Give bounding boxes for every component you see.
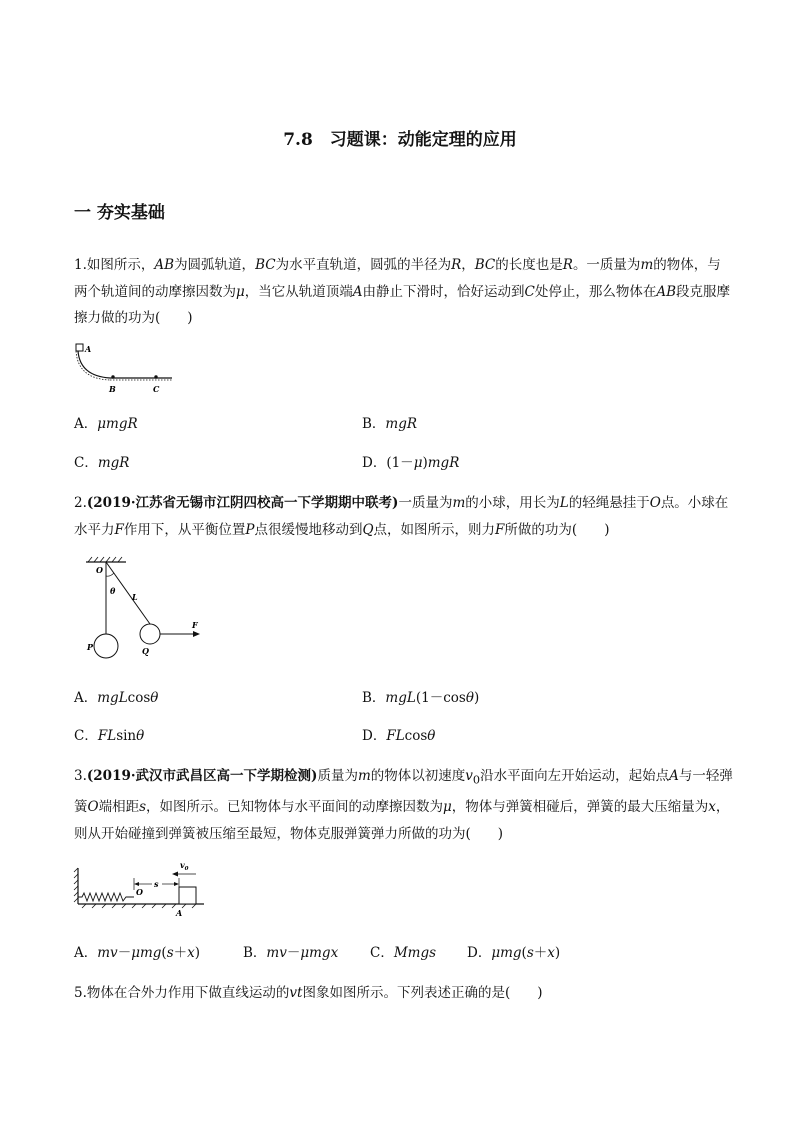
fig2-label-o: O — [96, 565, 103, 575]
arc-track — [78, 351, 110, 378]
q2-option-d: D．FLcosθ — [362, 728, 436, 744]
point-c — [154, 375, 157, 378]
fig2-label-q: Q — [142, 646, 149, 656]
fig3-label-a: A — [176, 908, 183, 918]
question-3-text: 3.(2019·武汉市武昌区高一下学期检测)质量为m的物体以初速度$v_0$沿水平面向左开始运动，起始点A与一轻弹簧O端相距s，如图所示。已知物体与水平面间的动摩擦因数为μ，物体与弹簧相碰后，弹簧的最大压缩量为x，则从开始碰撞到弹簧被压缩至最短，物体克服弹簧弹力所做的功为( ) — [74, 768, 733, 842]
fig2-label-f: F — [192, 620, 198, 630]
q2-option-c: C．FLsinθ — [74, 728, 145, 744]
block — [76, 344, 83, 351]
q1-option-c: C．mgR — [74, 455, 130, 471]
q2-option-a: A．mgLcosθ — [74, 690, 159, 706]
page-title: 7.8 习题课：动能定理的应用 — [283, 130, 517, 150]
q3-option-d: D．μmg(s＋x) — [467, 945, 561, 961]
block — [179, 887, 196, 904]
fig2-label-l: L — [132, 592, 138, 602]
question-5-text: 5.物体在合外力作用下做直线运动的vt图象如图所示。下列表述正确的是( ) — [74, 985, 543, 1001]
q3-option-c: C．Mmgs — [370, 945, 437, 961]
angle-arc — [106, 573, 114, 576]
ceiling-hatch — [88, 557, 122, 562]
fig2-label-theta: θ — [110, 586, 116, 596]
question-3-figure — [72, 854, 212, 920]
q1-option-d: D．(1－μ)mgR — [362, 455, 460, 471]
q3-option-b: B．mv－μmgx — [243, 945, 339, 961]
point-b — [111, 375, 114, 378]
spring — [78, 893, 134, 901]
arc-track-hatch — [76, 351, 110, 380]
fig1-label-b: B — [109, 384, 116, 394]
fig1-label-c: C — [153, 384, 160, 394]
section-heading: 一 夯实基础 — [74, 203, 165, 223]
ball-p — [94, 634, 118, 658]
distance-arrow-left — [134, 882, 139, 886]
fig2-label-p: P — [87, 642, 94, 652]
fig1-label-a: A — [85, 344, 92, 354]
q2-option-b: B．mgL(1－cosθ) — [362, 690, 480, 706]
q1-option-b: B．mgR — [362, 416, 418, 432]
question-1-figure — [72, 340, 182, 396]
ball-q — [140, 624, 160, 644]
fig3-label-s: s — [154, 879, 159, 889]
velocity-arrow-head — [172, 872, 178, 877]
q1-option-a: A．μmgR — [74, 416, 138, 432]
question-1-text: 1.如图所示，AB为圆弧轨道，BC为水平直轨道，圆弧的半径为R，BC的长度也是R。一质量为m的物体，与两个轨道间的动摩擦因数为μ，当它从轨道顶端A由静止下滑时，恰好运动到C处停止，那么物体在AB段克服摩擦力做的功为( ) — [74, 257, 731, 326]
fig3-label-o: O — [136, 887, 143, 897]
distance-arrow-right — [174, 882, 179, 886]
q3-option-a: A．mv－μmg(s＋x) — [74, 945, 201, 961]
question-2-text: 2.(2019·江苏省无锡市江阴四校高一下学期期中联考)一质量为m的小球，用长为L的轻绳悬挂于O点。小球在水平力F作用下，从平衡位置P点很缓慢地移动到Q点，如图所示，则力F所做的功为( ) — [74, 495, 729, 538]
question-2-figure — [82, 556, 212, 660]
fig3-label-v0: $v_0$ — [180, 860, 189, 872]
force-arrow-head — [193, 631, 200, 637]
